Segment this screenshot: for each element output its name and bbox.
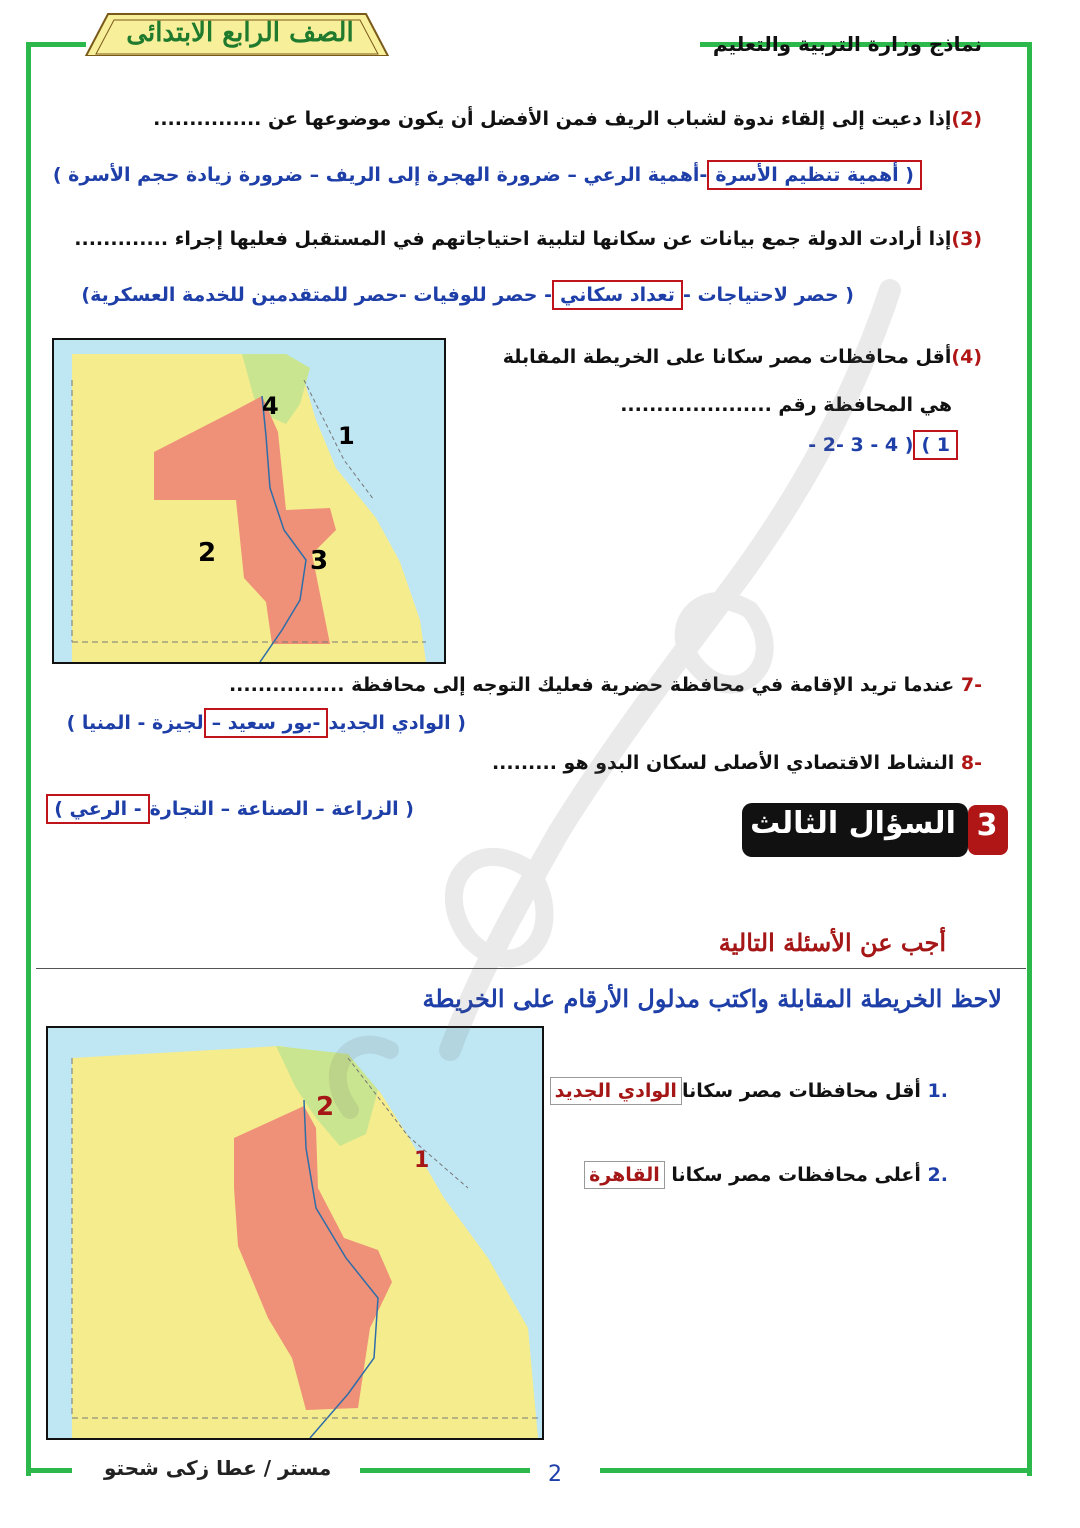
watermark-signature [230, 250, 950, 1150]
answer-prompt: أعلى محافظات مصر سكانا [671, 1164, 921, 1186]
map-label-2: 2 [198, 538, 217, 568]
map-label-2: 2 [316, 1092, 335, 1122]
frame-bottom-right [600, 1468, 1032, 1473]
options-text: ( حصر لاحتياجات - [682, 284, 854, 306]
map-label-1: 1 [414, 1148, 430, 1173]
section-3-number: 3 [976, 808, 998, 843]
question-number: -7 [960, 674, 982, 696]
correct-answer-box: -بور سعيد – [204, 708, 329, 738]
correct-answer-box: ( أهمية تنظيم الأسرة [707, 160, 922, 190]
section-3-title: السؤال الثالث [750, 806, 956, 841]
question-text: النشاط الاقتصادي الأصلى لسكان البدو هو ......... [491, 752, 955, 774]
question-number: -8 [960, 752, 982, 774]
map-label-1: 1 [338, 422, 355, 450]
question-number: (2) [951, 108, 982, 130]
frame-bottom-left [26, 1468, 72, 1473]
section-subtitle: أجب عن الأسئلة التالية [718, 928, 946, 957]
section-instruction: لاحظ الخريطة المقابلة واكتب مدلول الأرقام على الخريطة [422, 984, 1002, 1013]
ministry-title: نماذج وزارة التربية والتعليم [712, 32, 982, 56]
question-3 [74, 228, 982, 250]
question-2-options [53, 164, 922, 186]
answer-value: الوادي الجديد [550, 1077, 682, 1105]
map-label-3: 3 [310, 546, 329, 576]
map-label-4: 4 [262, 392, 279, 420]
question-text: عندما تريد الإقامة في محافظة حضرية فعليك التوجه إلى محافظة ................ [228, 674, 955, 696]
options-text: -أهمية الرعي – ضرورة الهجرة إلى الريف – ضرورة زيادة حجم الأسرة ) [52, 164, 708, 186]
question-4-line-2: هي المحافظة رقم ..................... [620, 394, 952, 416]
question-text: أقل محافظات مصر سكانا على الخريطة المقابلة [502, 346, 952, 368]
options-text: لجيزة - المنيا ) [66, 712, 204, 734]
correct-answer-box: - الرعي ) [46, 794, 149, 824]
frame-right [1027, 44, 1032, 1476]
question-number: (4) [951, 346, 982, 368]
frame-bottom-mid [360, 1468, 530, 1473]
correct-answer-box: 1 ) [913, 430, 958, 460]
answer-value: القاهرة [584, 1161, 665, 1189]
grade-title: الصف الرابع الابتدائى [126, 18, 354, 48]
answer-2 [584, 1164, 948, 1186]
correct-answer-box: تعداد سكاني [552, 280, 683, 310]
answer-number: .2 [927, 1164, 948, 1186]
options-text: - حصر للوفيات -حصر للمتقدمين للخدمة العسكرية) [81, 284, 552, 306]
question-2 [153, 108, 982, 130]
page-number: 2 [548, 1462, 562, 1487]
answer-number: .1 [927, 1080, 948, 1102]
frame-top-left [26, 42, 86, 47]
question-number: (3) [951, 228, 982, 250]
question-text: إذا دعيت إلى إلقاء ندوة لشباب الريف فمن الأفضل أن يكون موضوعها عن ............... [153, 108, 952, 130]
answer-prompt: أقل محافظات مصر سكانا [681, 1080, 921, 1102]
options-text: ( 4 - 3 -2 - [808, 434, 914, 456]
options-text: ( الوادي الجديد [328, 712, 466, 734]
options-text: ( الزراعة – الصناعة – التجارة [149, 798, 414, 820]
footer-author: مستر / عطا زكى شحتو [104, 1456, 332, 1480]
frame-left [26, 44, 31, 1476]
question-text: إذا أرادت الدولة جمع بيانات عن سكانها لتلبية احتياجاتهم في المستقبل فعليها إجراء ............. [74, 228, 952, 250]
